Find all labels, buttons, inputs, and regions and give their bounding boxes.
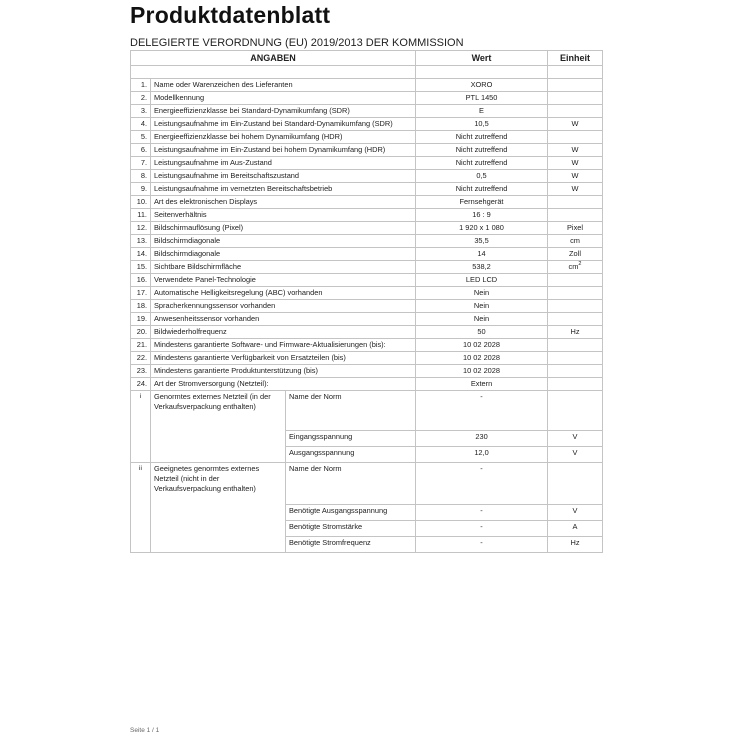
row-unit: W bbox=[548, 144, 603, 157]
row-number: 4. bbox=[131, 118, 151, 131]
row-unit bbox=[548, 339, 603, 352]
row-number: 9. bbox=[131, 183, 151, 196]
row-unit bbox=[548, 196, 603, 209]
psu-sub-unit: V bbox=[548, 505, 603, 521]
spacer-row bbox=[131, 66, 603, 79]
row-value: 50 bbox=[416, 326, 548, 339]
psu-sub-value: - bbox=[416, 505, 548, 521]
table-row bbox=[131, 313, 603, 326]
psu-sub-label: Benötigte Stromstärke bbox=[286, 521, 416, 537]
row-label: Leistungsaufnahme im vernetzten Bereitschaftsbetrieb bbox=[151, 183, 416, 196]
row-unit bbox=[548, 313, 603, 326]
row-number: 14. bbox=[131, 248, 151, 261]
row-unit bbox=[548, 287, 603, 300]
table-row bbox=[131, 131, 603, 144]
table-row bbox=[131, 183, 603, 196]
table-header-row bbox=[131, 51, 603, 66]
table-row bbox=[131, 79, 603, 92]
psu-sub-unit: A bbox=[548, 521, 603, 537]
row-value: 1 920 x 1 080 bbox=[416, 222, 548, 235]
table-row bbox=[131, 352, 603, 365]
row-value: 16 : 9 bbox=[416, 209, 548, 222]
row-number: 24. bbox=[131, 378, 151, 391]
row-label: Anwesenheitssensor vorhanden bbox=[151, 313, 416, 326]
row-label: Spracherkennungssensor vorhanden bbox=[151, 300, 416, 313]
psu-sub-unit: V bbox=[548, 431, 603, 447]
psu-sub-label: Eingangsspannung bbox=[286, 431, 416, 447]
unit-superscript: 2 bbox=[578, 261, 582, 267]
table-row bbox=[131, 274, 603, 287]
table-row bbox=[131, 144, 603, 157]
row-unit: W bbox=[548, 170, 603, 183]
row-value: Nein bbox=[416, 300, 548, 313]
row-value: Fernsehgerät bbox=[416, 196, 548, 209]
row-value: Nicht zutreffend bbox=[416, 144, 548, 157]
psu-sub-unit: V bbox=[548, 447, 603, 463]
row-label: Mindestens garantierte Produktunterstützung (bis) bbox=[151, 365, 416, 378]
row-label: Name oder Warenzeichen des Lieferanten bbox=[151, 79, 416, 92]
row-unit: cm bbox=[548, 235, 603, 248]
table-row bbox=[131, 248, 603, 261]
row-label: Art der Stromversorgung (Netzteil): bbox=[151, 378, 416, 391]
table-row bbox=[131, 300, 603, 313]
product-data-table bbox=[130, 50, 603, 553]
psu-sub-unit bbox=[548, 391, 603, 431]
psu-sub-label: Benötigte Ausgangsspannung bbox=[286, 505, 416, 521]
table-row bbox=[131, 157, 603, 170]
row-unit bbox=[548, 209, 603, 222]
psu-label: Genormtes externes Netzteil (in der Verkaufsverpackung enthalten) bbox=[151, 391, 286, 463]
row-label: Bildschirmdiagonale bbox=[151, 235, 416, 248]
row-number: 15. bbox=[131, 261, 151, 274]
psu-label: Geeignetes genormtes externes Netzteil (nicht in der Verkaufsverpackung enthalten) bbox=[151, 463, 286, 553]
unit-base: cm bbox=[568, 262, 579, 271]
psu-sub-label: Ausgangsspannung bbox=[286, 447, 416, 463]
row-unit bbox=[548, 378, 603, 391]
row-value: 10 02 2028 bbox=[416, 352, 548, 365]
psu-sub-value: - bbox=[416, 537, 548, 553]
row-label: Seitenverhältnis bbox=[151, 209, 416, 222]
table-row bbox=[131, 92, 603, 105]
row-number: 22. bbox=[131, 352, 151, 365]
row-number: 11. bbox=[131, 209, 151, 222]
row-unit: W bbox=[548, 157, 603, 170]
header-angaben: ANGABEN bbox=[131, 51, 416, 66]
row-label: Leistungsaufnahme im Ein-Zustand bei hohem Dynamikumfang (HDR) bbox=[151, 144, 416, 157]
row-number: 10. bbox=[131, 196, 151, 209]
psu-row bbox=[131, 391, 603, 431]
row-label: Sichtbare Bildschirmfläche bbox=[151, 261, 416, 274]
row-unit bbox=[548, 92, 603, 105]
row-label: Modellkennung bbox=[151, 92, 416, 105]
row-number: 6. bbox=[131, 144, 151, 157]
psu-sub-unit bbox=[548, 463, 603, 505]
row-label: Mindestens garantierte Verfügbarkeit von Ersatzteilen (bis) bbox=[151, 352, 416, 365]
psu-sub-value: 12,0 bbox=[416, 447, 548, 463]
row-unit bbox=[548, 274, 603, 287]
psu-index: i bbox=[131, 391, 151, 463]
table-row bbox=[131, 105, 603, 118]
row-unit bbox=[548, 105, 603, 118]
row-unit bbox=[548, 261, 603, 274]
table-row bbox=[131, 170, 603, 183]
row-value: 0,5 bbox=[416, 170, 548, 183]
row-unit: W bbox=[548, 118, 603, 131]
psu-sub-label: Name der Norm bbox=[286, 391, 416, 431]
row-value: Nicht zutreffend bbox=[416, 157, 548, 170]
row-number: 17. bbox=[131, 287, 151, 300]
row-value: Nein bbox=[416, 287, 548, 300]
row-label: Bildwiederholfrequenz bbox=[151, 326, 416, 339]
row-value: Nicht zutreffend bbox=[416, 183, 548, 196]
table-row bbox=[131, 196, 603, 209]
table-row bbox=[131, 261, 603, 274]
table-row bbox=[131, 326, 603, 339]
row-label: Mindestens garantierte Software- und Firmware-Aktualisierungen (bis): bbox=[151, 339, 416, 352]
row-number: 1. bbox=[131, 79, 151, 92]
row-number: 16. bbox=[131, 274, 151, 287]
row-label: Bildschirmauflösung (Pixel) bbox=[151, 222, 416, 235]
row-label: Energieeffizienzklasse bei Standard-Dynamikumfang (SDR) bbox=[151, 105, 416, 118]
row-number: 20. bbox=[131, 326, 151, 339]
row-label: Leistungsaufnahme im Ein-Zustand bei Standard-Dynamikumfang (SDR) bbox=[151, 118, 416, 131]
psu-sub-value: 230 bbox=[416, 431, 548, 447]
table-row bbox=[131, 235, 603, 248]
row-number: 18. bbox=[131, 300, 151, 313]
row-number: 13. bbox=[131, 235, 151, 248]
row-number: 5. bbox=[131, 131, 151, 144]
table-row bbox=[131, 222, 603, 235]
row-label: Bildschirmdiagonale bbox=[151, 248, 416, 261]
row-value: Nicht zutreffend bbox=[416, 131, 548, 144]
document-title: Produktdatenblatt bbox=[130, 2, 331, 28]
psu-sub-label: Name der Norm bbox=[286, 463, 416, 505]
row-number: 12. bbox=[131, 222, 151, 235]
psu-sub-value: - bbox=[416, 521, 548, 537]
row-value: XORO bbox=[416, 79, 548, 92]
row-number: 21. bbox=[131, 339, 151, 352]
table-row bbox=[131, 118, 603, 131]
row-unit: W bbox=[548, 183, 603, 196]
row-value: Nein bbox=[416, 313, 548, 326]
row-unit bbox=[548, 131, 603, 144]
psu-sub-label: Benötigte Stromfrequenz bbox=[286, 537, 416, 553]
row-number: 3. bbox=[131, 105, 151, 118]
row-value: PTL 1450 bbox=[416, 92, 548, 105]
table-row bbox=[131, 209, 603, 222]
psu-index: ii bbox=[131, 463, 151, 553]
row-number: 23. bbox=[131, 365, 151, 378]
row-value: 14 bbox=[416, 248, 548, 261]
psu-sub-value: - bbox=[416, 391, 548, 431]
psu-row bbox=[131, 463, 603, 505]
page-footer: Seite 1 / 1 bbox=[130, 727, 160, 734]
psu-sub-value: - bbox=[416, 463, 548, 505]
row-unit: Hz bbox=[548, 326, 603, 339]
row-number: 7. bbox=[131, 157, 151, 170]
psu-sub-unit: Hz bbox=[548, 537, 603, 553]
row-unit bbox=[548, 365, 603, 378]
header-einheit: Einheit bbox=[548, 51, 603, 66]
row-value: 538,2 bbox=[416, 261, 548, 274]
row-label: Automatische Helligkeitsregelung (ABC) vorhanden bbox=[151, 287, 416, 300]
row-label: Leistungsaufnahme im Bereitschaftszustand bbox=[151, 170, 416, 183]
row-unit: Zoll bbox=[548, 248, 603, 261]
row-unit bbox=[548, 300, 603, 313]
row-value: 10,5 bbox=[416, 118, 548, 131]
row-unit bbox=[548, 352, 603, 365]
row-number: 8. bbox=[131, 170, 151, 183]
document-subtitle: DELEGIERTE VERORDNUNG (EU) 2019/2013 DER KOMMISSION bbox=[130, 37, 464, 49]
row-label: Leistungsaufnahme im Aus-Zustand bbox=[151, 157, 416, 170]
row-value: 35,5 bbox=[416, 235, 548, 248]
table-row bbox=[131, 378, 603, 391]
table-row bbox=[131, 339, 603, 352]
row-unit: Pixel bbox=[548, 222, 603, 235]
row-value: E bbox=[416, 105, 548, 118]
row-number: 2. bbox=[131, 92, 151, 105]
row-value: LED LCD bbox=[416, 274, 548, 287]
row-unit bbox=[548, 79, 603, 92]
header-wert: Wert bbox=[416, 51, 548, 66]
row-label: Art des elektronischen Displays bbox=[151, 196, 416, 209]
table-row bbox=[131, 287, 603, 300]
row-label: Verwendete Panel-Technologie bbox=[151, 274, 416, 287]
row-number: 19. bbox=[131, 313, 151, 326]
row-value: 10 02 2028 bbox=[416, 339, 548, 352]
row-value: 10 02 2028 bbox=[416, 365, 548, 378]
row-value: Extern bbox=[416, 378, 548, 391]
table-row bbox=[131, 365, 603, 378]
row-label: Energieeffizienzklasse bei hohem Dynamikumfang (HDR) bbox=[151, 131, 416, 144]
